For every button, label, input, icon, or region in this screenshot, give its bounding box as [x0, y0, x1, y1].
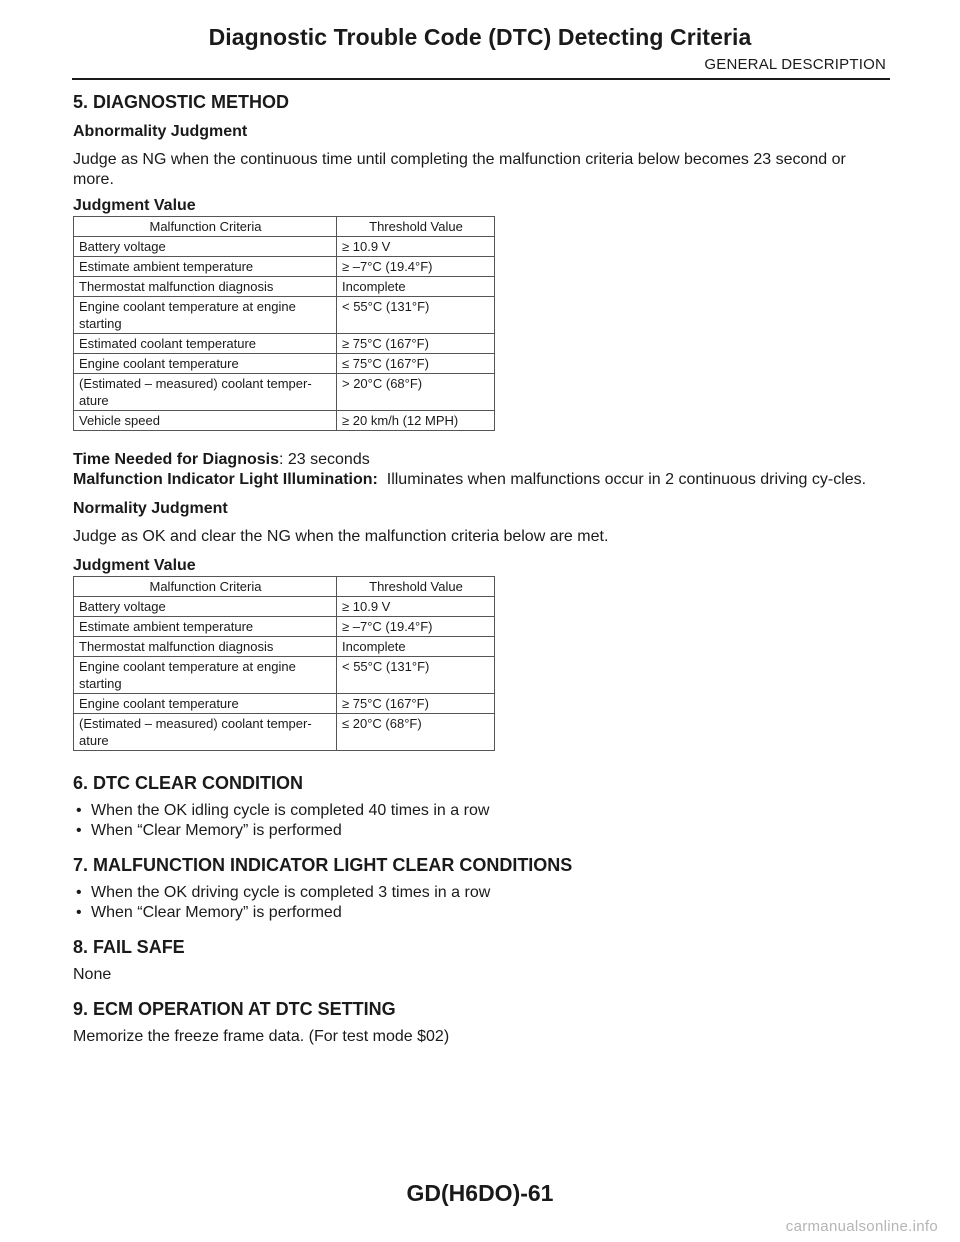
normality-judgment-label: Judgment Value — [73, 557, 196, 574]
section-7-heading: 7. MALFUNCTION INDICATOR LIGHT CLEAR CONDITIONS — [73, 855, 573, 875]
criteria-cell: Estimate ambient temperature — [74, 257, 337, 277]
criteria-cell: Vehicle speed — [74, 411, 337, 431]
threshold-cell: Incomplete — [337, 637, 495, 657]
criteria-cell: Battery voltage — [74, 237, 337, 257]
diagnosis-time — [73, 450, 891, 470]
threshold-cell: ≥ –7°C (19.4°F) — [337, 617, 495, 637]
threshold-cell: < 55°C (131°F) — [337, 297, 495, 334]
table-row — [74, 354, 495, 374]
criteria-cell: Battery voltage — [74, 597, 337, 617]
table-header-row — [74, 217, 495, 237]
normality-heading: Normality Judgment — [73, 500, 228, 517]
section-8-heading: 8. FAIL SAFE — [73, 937, 185, 957]
column-header: Threshold Value — [337, 217, 495, 237]
section-5-heading: 5. DIAGNOSTIC METHOD — [73, 92, 290, 112]
table-row — [74, 411, 495, 431]
criteria-cell: Estimate ambient temperature — [74, 617, 337, 637]
abnormality-heading: Abnormality Judgment — [73, 123, 248, 140]
table-row — [74, 277, 495, 297]
diagnosis-time-label: Time Needed for Diagnosis — [73, 451, 279, 468]
criteria-cell: (Estimated – measured) coolant temper-ature — [74, 714, 337, 751]
criteria-cell: Thermostat malfunction diagnosis — [74, 277, 337, 297]
table-row — [74, 297, 495, 334]
mil-illumination-value: Illuminates when malfunctions occur in 2 continuous driving cy-cles. — [386, 471, 867, 488]
list-item: • When the OK idling cycle is completed 40 times in a row — [73, 801, 891, 821]
section-subtitle: GENERAL DESCRIPTION — [704, 56, 886, 73]
section-9-heading: 9. ECM OPERATION AT DTC SETTING — [73, 999, 396, 1019]
criteria-cell: Estimated coolant temperature — [74, 334, 337, 354]
threshold-cell: Incomplete — [337, 277, 495, 297]
criteria-cell: Engine coolant temperature at engine starting — [74, 297, 337, 334]
table-row — [74, 257, 495, 277]
watermark: carmanualsonline.info — [785, 1218, 938, 1235]
ecm-operation-text: Memorize the freeze frame data. (For test mode $02) — [73, 1028, 450, 1045]
table-header-row — [74, 577, 495, 597]
mil-illumination — [73, 470, 891, 490]
normality-text: Judge as OK and clear the NG when the malfunction criteria below are met. — [73, 528, 609, 545]
mil-illumination-label: Malfunction Indicator Light Illumination: — [73, 471, 378, 488]
table-row — [74, 637, 495, 657]
criteria-cell: Engine coolant temperature — [74, 354, 337, 374]
threshold-cell: ≤ 20°C (68°F) — [337, 714, 495, 751]
table-row — [74, 334, 495, 354]
criteria-cell: Thermostat malfunction diagnosis — [74, 637, 337, 657]
table-row — [74, 617, 495, 637]
section-6-heading: 6. DTC CLEAR CONDITION — [73, 773, 304, 793]
mil-clear-list — [73, 883, 891, 923]
column-header: Malfunction Criteria — [74, 577, 337, 597]
threshold-cell: ≥ 75°C (167°F) — [337, 694, 495, 714]
threshold-cell: < 55°C (131°F) — [337, 657, 495, 694]
list-item: • When “Clear Memory” is performed — [73, 903, 891, 923]
header-divider — [72, 78, 890, 80]
threshold-cell: > 20°C (68°F) — [337, 374, 495, 411]
list-item: • When the OK driving cycle is completed 3 times in a row — [73, 883, 891, 903]
table-row — [74, 374, 495, 411]
abnormality-judgment-label: Judgment Value — [73, 197, 196, 214]
criteria-cell: Engine coolant temperature — [74, 694, 337, 714]
criteria-cell: (Estimated – measured) coolant temper-ature — [74, 374, 337, 411]
column-header: Threshold Value — [337, 577, 495, 597]
threshold-cell: ≥ 10.9 V — [337, 597, 495, 617]
table-row — [74, 237, 495, 257]
page-number: GD(H6DO)-61 — [406, 1180, 554, 1206]
abnormality-judgment-table — [73, 216, 495, 431]
abnormality-text: Judge as NG when the continuous time until completing the malfunction criteria below becomes 23 second or more. — [73, 151, 846, 188]
threshold-cell: ≥ 75°C (167°F) — [337, 334, 495, 354]
list-item: • When “Clear Memory” is performed — [73, 821, 891, 841]
table-row — [74, 694, 495, 714]
document-body — [73, 90, 891, 1047]
table-row — [74, 714, 495, 751]
dtc-clear-list — [73, 801, 891, 841]
threshold-cell: ≥ 10.9 V — [337, 237, 495, 257]
table-row — [74, 657, 495, 694]
column-header: Malfunction Criteria — [74, 217, 337, 237]
threshold-cell: ≥ –7°C (19.4°F) — [337, 257, 495, 277]
table-row — [74, 597, 495, 617]
threshold-cell: ≥ 20 km/h (12 MPH) — [337, 411, 495, 431]
threshold-cell: ≤ 75°C (167°F) — [337, 354, 495, 374]
normality-judgment-table — [73, 576, 495, 751]
page-title: Diagnostic Trouble Code (DTC) Detecting Criteria — [208, 24, 752, 50]
criteria-cell: Engine coolant temperature at engine starting — [74, 657, 337, 694]
diagnosis-time-value: : 23 seconds — [278, 451, 370, 468]
fail-safe-text: None — [73, 966, 112, 983]
